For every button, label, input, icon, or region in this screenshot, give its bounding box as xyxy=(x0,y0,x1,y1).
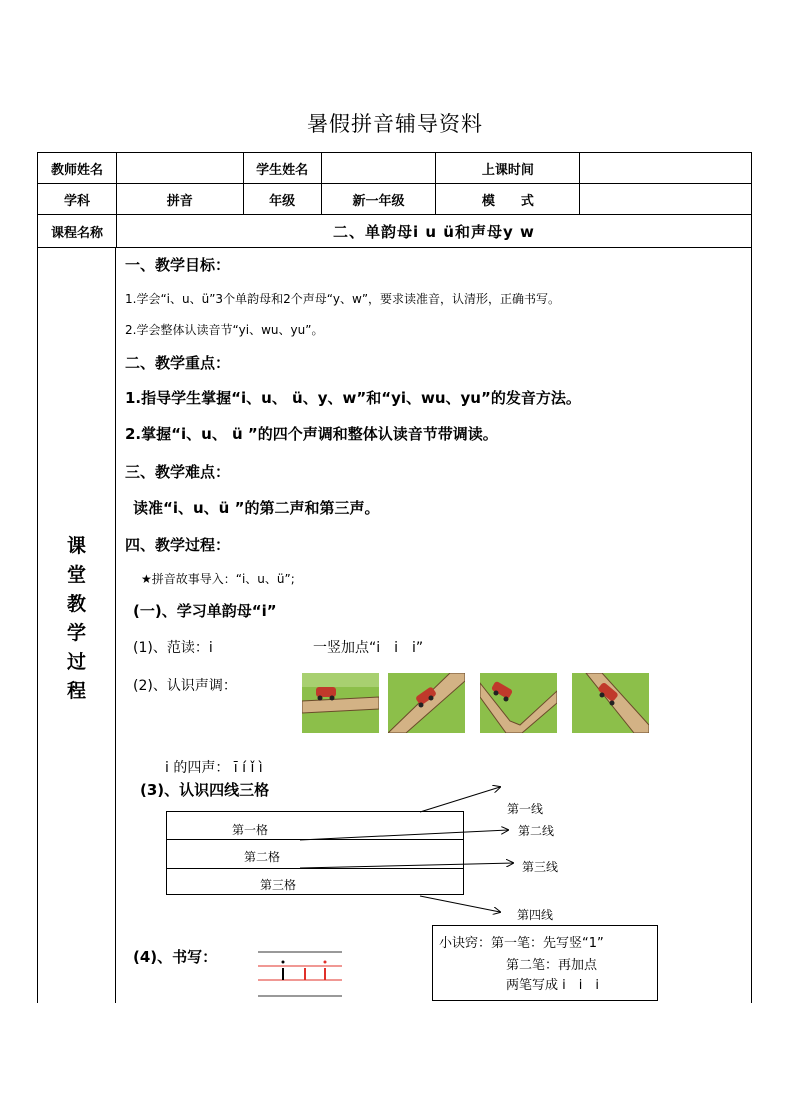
grid-cell-1: 第一格 xyxy=(232,823,269,837)
side-char: 过 xyxy=(66,651,86,673)
writing-grid xyxy=(258,950,342,998)
grid-line-4-label: 第四线 xyxy=(517,908,554,922)
story-intro: ★拼音故事导入：“i、u、ü”; xyxy=(141,572,295,586)
grid-cell-3: 第三格 xyxy=(260,878,297,892)
grid-line-3-label: 第三线 xyxy=(522,860,559,874)
key-1: 1.指导学生掌握“i、u、 ü、y、w”和“yi、wu、yu”的发音方法。 xyxy=(125,389,581,407)
side-char: 课 xyxy=(66,535,86,557)
subject-value: 拼音 xyxy=(116,184,243,215)
read-label: (1)、范读：i xyxy=(133,640,213,656)
grade-label: 年级 xyxy=(243,184,321,215)
mode-label: 模 式 xyxy=(436,184,580,215)
key-2: 2.掌握“i、u、 ü ”的四个声调和整体认读音节带调读。 xyxy=(125,425,498,443)
side-char: 程 xyxy=(66,680,86,702)
tip-line-2: 第二笔：再加点 xyxy=(506,958,598,973)
side-char: 堂 xyxy=(66,564,86,586)
time-label: 上课时间 xyxy=(436,153,580,184)
tone-label: (2)、认识声调： xyxy=(133,678,237,694)
read-description: 一竖加点“i i i” xyxy=(313,640,424,656)
goal-2: 2.学会整体认读音节“yi、wu、yu”。 xyxy=(125,323,324,337)
side-char: 教 xyxy=(66,593,86,615)
teacher-label: 教师姓名 xyxy=(38,153,117,184)
write-label: (4)、书写： xyxy=(133,948,218,966)
grid-line-2-label: 第二线 xyxy=(518,824,555,838)
goal-heading: 一、教学目标： xyxy=(125,256,231,274)
four-tones: i 的四声： ī í ǐ ì xyxy=(165,760,263,776)
grid-cell-2: 第二格 xyxy=(244,850,281,864)
goal-1: 1.学会“i、u、ü”3个单韵母和2个声母“y、w”，要求读准音，认清形，正确书写。 xyxy=(125,292,561,306)
subsection-1: (一)、学习单韵母“i” xyxy=(133,602,277,620)
tip-line-3: 两笔写成 i i i xyxy=(506,978,599,993)
subject-label: 学科 xyxy=(38,184,117,215)
writing-tip-box xyxy=(432,925,658,1001)
student-label: 学生姓名 xyxy=(243,153,321,184)
course-name: 二、单韵母i u ü和声母y w xyxy=(116,215,751,248)
process-heading: 四、教学过程： xyxy=(125,536,231,554)
key-heading: 二、教学重点： xyxy=(125,354,231,372)
grade-value: 新一年级 xyxy=(321,184,436,215)
difficulty-1: 读准“i、u、ü ”的第二声和第三声。 xyxy=(133,499,380,517)
grid-line-1-label: 第一线 xyxy=(507,802,544,816)
grid-heading: (3)、认识四线三格 xyxy=(140,781,270,799)
course-label: 课程名称 xyxy=(38,215,117,248)
page-title: 暑假拼音辅导资料 xyxy=(307,112,483,136)
difficulty-heading: 三、教学难点： xyxy=(125,463,231,481)
side-char: 学 xyxy=(66,622,86,644)
tip-line-1: 小诀窍：第一笔：先写竖“1” xyxy=(439,936,604,951)
